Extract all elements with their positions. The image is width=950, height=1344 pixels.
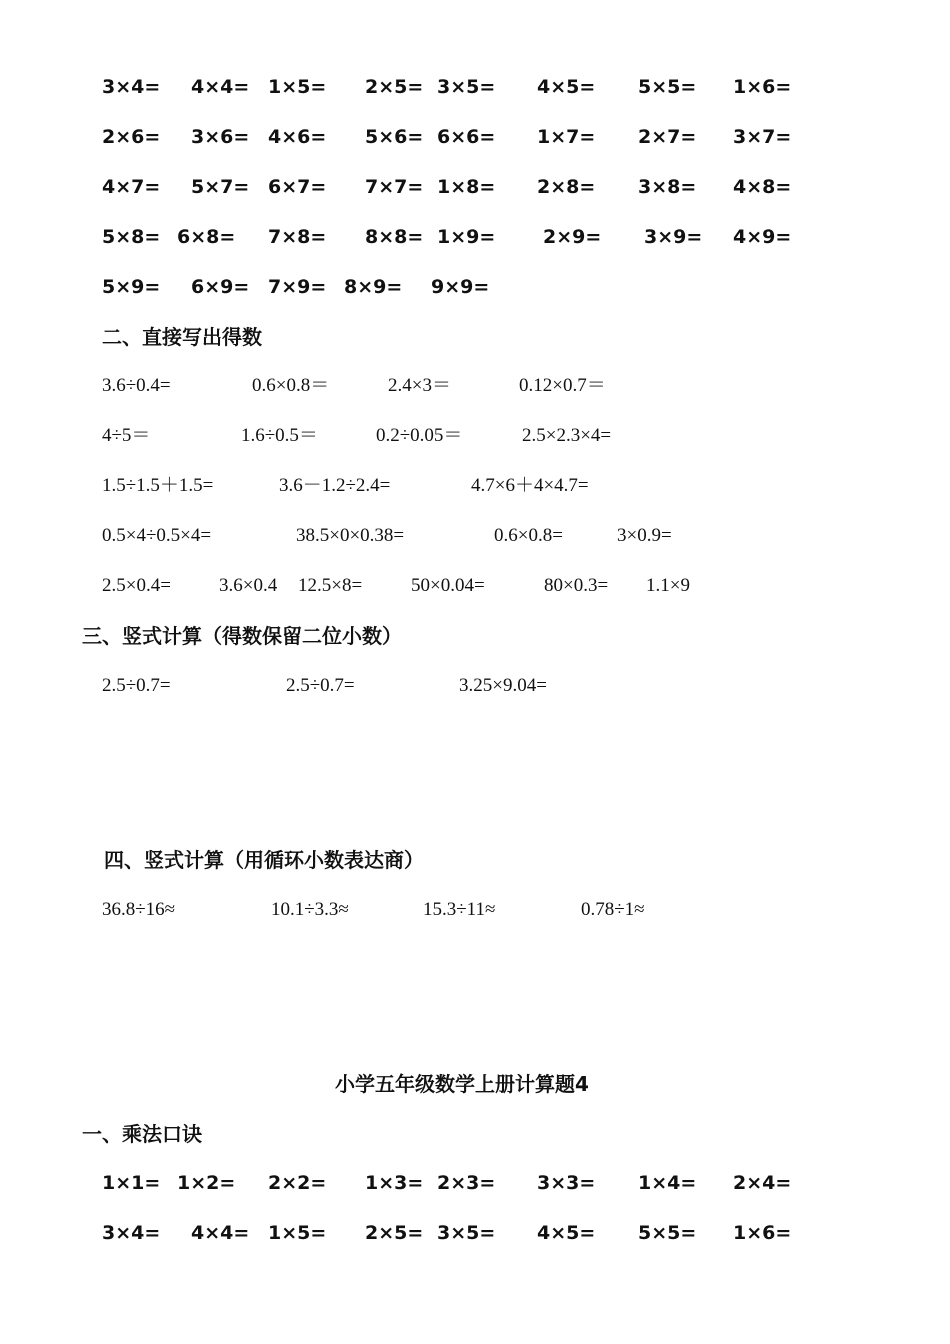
section-1-row-1 [0, 1163, 950, 1203]
mult-item: 1×3= [365, 1172, 424, 1194]
mult-item: 2×8= [537, 176, 596, 198]
mult-item: 3×6= [191, 126, 250, 148]
problem-item: 4÷5＝ [102, 425, 151, 446]
section-2-row-2 [0, 416, 950, 456]
mult-item: 1×7= [537, 126, 596, 148]
mult-item: 1×1= [102, 1172, 161, 1194]
mult-item: 5×8= [102, 226, 161, 248]
mult-item: 4×5= [537, 1222, 596, 1244]
mult-item: 4×9= [733, 226, 792, 248]
mult-item: 6×8= [177, 226, 236, 248]
problem-item: 0.6×0.8＝ [252, 375, 330, 396]
mult-item: 7×7= [365, 176, 424, 198]
mult-item: 3×9= [644, 226, 703, 248]
mult-item: 3×7= [733, 126, 792, 148]
mult-item: 4×8= [733, 176, 792, 198]
mult-item: 6×7= [268, 176, 327, 198]
problem-item: 2.5×2.3×4= [522, 425, 612, 446]
problem-item: 36.8÷16≈ [102, 899, 176, 920]
problem-item: 2.4×3＝ [388, 375, 451, 396]
problem-item: 2.5÷0.7= [286, 675, 355, 696]
section-2-row-3 [0, 466, 950, 506]
mult-row-1 [0, 67, 950, 107]
mult-item: 5×5= [638, 1222, 697, 1244]
section-4-row [0, 890, 950, 930]
mult-item: 3×8= [638, 176, 697, 198]
mult-item: 6×9= [191, 276, 250, 298]
problem-item: 0.6×0.8= [494, 525, 563, 546]
problem-item: 0.2÷0.05＝ [376, 425, 463, 446]
problem-item: 2.5×0.4= [102, 575, 171, 596]
mult-item: 8×8= [365, 226, 424, 248]
problem-item: 80×0.3= [544, 575, 609, 596]
mult-item: 2×5= [365, 76, 424, 98]
section-2-row-4 [0, 516, 950, 556]
mult-item: 2×5= [365, 1222, 424, 1244]
mult-item: 2×2= [268, 1172, 327, 1194]
problem-item: 10.1÷3.3≈ [271, 899, 349, 920]
problem-item: 1.5÷1.5＋1.5= [102, 475, 214, 496]
problem-item: 4.7×6＋4×4.7= [471, 475, 589, 496]
mult-item: 4×4= [191, 1222, 250, 1244]
mult-item: 9×9= [431, 276, 490, 298]
section-3-title: 三、竖式计算（得数保留二位小数） [82, 624, 402, 648]
problem-item: 1.6÷0.5＝ [241, 425, 318, 446]
mult-item: 1×5= [268, 76, 327, 98]
mult-item: 3×3= [537, 1172, 596, 1194]
problem-item: 3.25×9.04= [459, 675, 547, 696]
mult-item: 3×4= [102, 1222, 161, 1244]
mult-item: 1×6= [733, 76, 792, 98]
mult-item: 4×5= [537, 76, 596, 98]
problem-item: 38.5×0×0.38= [296, 525, 405, 546]
problem-item: 2.5÷0.7= [102, 675, 171, 696]
mult-item: 2×6= [102, 126, 161, 148]
mult-item: 4×4= [191, 76, 250, 98]
problem-item: 1.1×9 [646, 575, 690, 596]
mult-item: 2×7= [638, 126, 697, 148]
mult-item: 1×2= [177, 1172, 236, 1194]
mult-item: 1×5= [268, 1222, 327, 1244]
mult-item: 1×9= [437, 226, 496, 248]
mult-item: 2×9= [543, 226, 602, 248]
mult-item: 5×6= [365, 126, 424, 148]
page-title: 小学五年级数学上册计算题4 [335, 1072, 589, 1096]
mult-item: 3×5= [437, 76, 496, 98]
mult-item: 2×3= [437, 1172, 496, 1194]
mult-row-3 [0, 167, 950, 207]
problem-item: 0.5×4÷0.5×4= [102, 525, 212, 546]
problem-item: 0.78÷1≈ [581, 899, 645, 920]
mult-row-4 [0, 217, 950, 257]
mult-item: 3×5= [437, 1222, 496, 1244]
mult-item: 5×5= [638, 76, 697, 98]
problem-item: 3.6－1.2÷2.4= [279, 475, 391, 496]
mult-item: 4×7= [102, 176, 161, 198]
section-2-row-5 [0, 566, 950, 606]
mult-item: 5×9= [102, 276, 161, 298]
problem-item: 15.3÷11≈ [423, 899, 496, 920]
mult-item: 4×6= [268, 126, 327, 148]
mult-item: 1×4= [638, 1172, 697, 1194]
mult-item: 8×9= [344, 276, 403, 298]
mult-item: 5×7= [191, 176, 250, 198]
mult-item: 7×9= [268, 276, 327, 298]
mult-item: 3×4= [102, 76, 161, 98]
problem-item: 0.12×0.7＝ [519, 375, 606, 396]
mult-item: 1×8= [437, 176, 496, 198]
section-2-row-1 [0, 366, 950, 406]
problem-item: 3.6÷0.4= [102, 375, 171, 396]
problem-item: 50×0.04= [411, 575, 485, 596]
mult-item: 1×6= [733, 1222, 792, 1244]
mult-item: 7×8= [268, 226, 327, 248]
problem-item: 12.5×8= [298, 575, 363, 596]
mult-row-5 [0, 267, 950, 307]
section-2-title: 二、直接写出得数 [102, 325, 262, 349]
section-4-title: 四、竖式计算（用循环小数表达商） [104, 848, 424, 872]
mult-row-2 [0, 117, 950, 157]
problem-item: 3×0.9= [617, 525, 672, 546]
section-1-row-2 [0, 1213, 950, 1253]
section-3-row [0, 666, 950, 706]
mult-item: 2×4= [733, 1172, 792, 1194]
section-1-title: 一、乘法口诀 [82, 1122, 202, 1146]
problem-item: 3.6×0.4 [219, 575, 278, 596]
mult-item: 6×6= [437, 126, 496, 148]
